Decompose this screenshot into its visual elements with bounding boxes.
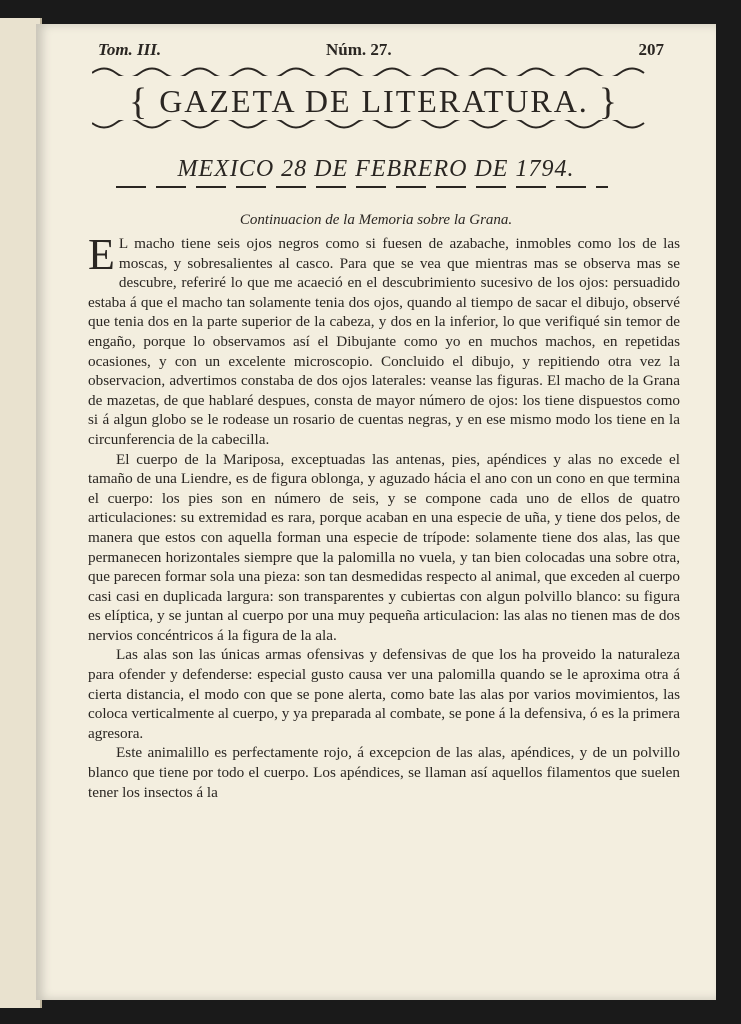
- drop-cap: E: [88, 230, 115, 279]
- paragraph-3: Las alas son las únicas armas ofensivas y defensivas de que los ha proveido la naturaleza para ofender y defenderse: especial gusto causa ver una palomilla quando se le aproxima otra á cierta distancia, el modo con que se pone alerta, como bate las alas por varios movimientos, las coloca verticalmente al cuerpo, y ya preparada al combate, se pone á la defensiva, ó es la primera agresora.: [88, 646, 680, 742]
- left-brace: {: [128, 81, 150, 123]
- article-title: Continuacion de la Memoria sobre la Grana.: [239, 212, 513, 228]
- dateline-rule-ornament: [116, 182, 608, 190]
- masthead: [92, 78, 656, 122]
- article-body: [88, 230, 680, 802]
- page-number: 207: [638, 40, 664, 59]
- paragraph-1: [88, 230, 680, 450]
- volume-number: Tom. III.: [98, 40, 162, 59]
- top-ornament-border: [92, 64, 656, 76]
- right-brace: }: [598, 81, 620, 123]
- issue-number: Núm. 27.: [326, 40, 392, 59]
- paragraph-text: L macho tiene seis ojos negros como si fuesen de azabache, inmobles como los de las moscas, y sobresalientes al casco. Para que se vea que mientras mas se observa mas se descubre, referiré lo que me acaeció en el descubrimiento sucesivo de los ojos: persuadido estaba á que el macho tan solamente tenia dos ojos, quando al tiempo de sacar el dibujo, observé que tenia dos en la parte superior de la cabeza, y dos en la inferior, lo que verifiqué sin temor de engaño, porque lo observamos así el Dibujante como yo en muchos machos, en repetidas ocasiones, y con un excelente microscopio. Concluido el dibujo, y repitiendo otra vez la observacion, advertimos constaba de dos ojos laterales: veanse las figuras. El macho de la Grana de mazetas, de que hablaré despues, consta de mayor número de ojos: los tiene dispuestos como si á algun globo se le rodease un rosario de cuentas negras, y en ese mismo modo los tiene en la circunferencia de la cabecilla.: [88, 235, 680, 448]
- bottom-ornament-border: [92, 120, 656, 132]
- paragraph-2: El cuerpo de la Mariposa, exceptuadas las antenas, pies, apéndices y alas no excede el tamaño de una Liendre, es de figura oblonga, y aguzado hácia el ano con un cono en que termina el cuerpo: los pies son en número de seis, y se compone cada uno de ellos de quatro articulaciones: su extremidad es rara, porque acaban en una especie de uña, y tiene dos pelos, de manera que estos con aquella forman una especie de trípode: solamente tiene dos alas, las que permanecen horizontales siempre que la palomilla no vuela, y tan bien colocadas una sobre otra, que parecen formar sola una pieza: son tan desmedidas respecto al animal, que exceden al cuerpo casi casi en duplicada largura: son transparentes y cubiertas con algun polvillo blanco: su figura es elíptica, y se juntan al cuerpo por una muy pequeña articulacion: las alas no tienen mas de dos nervios concéntricos á la figura de la ala.: [88, 450, 680, 644]
- newspaper-page: [36, 24, 716, 1000]
- masthead-title: GAZETA DE LITERATURA.: [159, 83, 589, 119]
- paragraph-4: Este animalillo es perfectamente rojo, á excepcion de las alas, apéndices, y de un polvillo blanco que tiene por todo el cuerpo. Los apéndices, se llaman así aquellos filamentos que suelen tener los insectos á la: [88, 744, 680, 801]
- dateline: MEXICO 28 DE FEBRERO DE 1794.: [177, 156, 575, 182]
